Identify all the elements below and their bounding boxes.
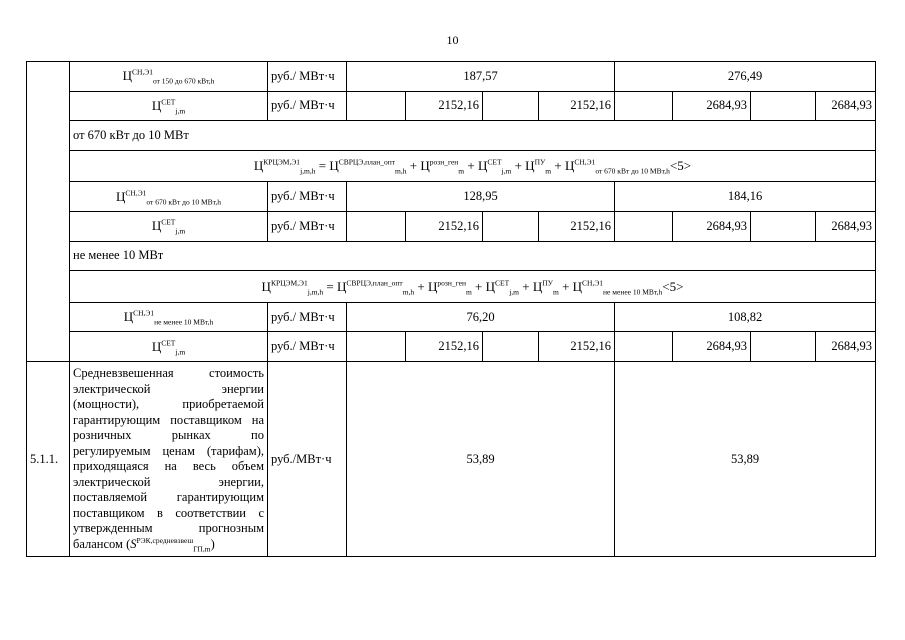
symbol-cell: $Ц^{СЕТ}_{j,m}$ [70, 212, 268, 242]
value-cell: 2684,93 [816, 212, 876, 242]
empty-cell [347, 212, 406, 242]
value-cell: 108,82 [615, 302, 876, 332]
empty-cell [347, 332, 406, 362]
value-cell: 2684,93 [673, 332, 751, 362]
symbol-cell: $Ц^{СЕТ}_{j,m}$ [70, 91, 268, 121]
value-cell: 53,89 [615, 362, 876, 557]
formula-cell: $Ц^{КРЦЭМ,Э1}_{j,m,h} = Ц^{СВРЦЭ,план\_опт}_{m,h} + Ц^{розн\_ген}_m + Ц^{СЕТ}_{j,m} + Ц^{ПУ}_m + Ц^{СН,Э1}_{не менее 10 МВт,h}<5>$ [70, 271, 876, 303]
tariff-table [26, 61, 876, 557]
unit-cell: руб./ МВт·ч [268, 91, 347, 121]
table-row [27, 332, 876, 362]
empty-cell [751, 212, 816, 242]
empty-cell [483, 91, 539, 121]
table-row [27, 302, 876, 332]
empty-cell [615, 212, 673, 242]
unit-cell: руб./ МВт·ч [268, 212, 347, 242]
table-row [27, 241, 876, 271]
symbol-cell: $Ц^{СН,Э1}_{не менее 10 МВт,h}$ [70, 302, 268, 332]
value-cell: 128,95 [347, 182, 615, 212]
item-number: 5.1.1. [27, 362, 70, 557]
value-cell: 2152,16 [539, 91, 615, 121]
unit-cell: руб./ МВт·ч [268, 62, 347, 92]
value-cell: 2152,16 [406, 212, 483, 242]
value-cell: 2152,16 [406, 332, 483, 362]
value-cell: 53,89 [347, 362, 615, 557]
table-row [27, 121, 876, 151]
formula-cell: $Ц^{КРЦЭМ,Э1}_{j,m,h} = Ц^{СВРЦЭ,план\_опт}_{m,h} + Ц^{розн\_ген}_m + Ц^{СЕТ}_{j,m} + Ц^{ПУ}_m + Ц^{СН,Э1}_{от 670 кВт до 10 МВт,h}<5>$ [70, 150, 876, 182]
value-cell: 2684,93 [673, 91, 751, 121]
empty-cell [483, 332, 539, 362]
empty-cell [615, 91, 673, 121]
value-cell: 2684,93 [673, 212, 751, 242]
section-label: от 670 кВт до 10 МВт [70, 121, 876, 151]
unit-cell: руб./ МВт·ч [268, 332, 347, 362]
value-cell: 76,20 [347, 302, 615, 332]
value-cell: 184,16 [615, 182, 876, 212]
symbol-cell: $Ц^{СН,Э1}_{от 670 кВт до 10 МВт,h}$ [70, 182, 268, 212]
unit-cell: руб./МВт·ч [268, 362, 347, 557]
symbol-cell: $Ц^{СН,Э1}_{от 150 до 670 кВт,h}$ [70, 62, 268, 92]
empty-cell [347, 91, 406, 121]
value-cell: 187,57 [347, 62, 615, 92]
unit-cell: руб./ МВт·ч [268, 182, 347, 212]
item-description: Средневзвешенная стоимость электрической энергии (мощности), приобретаемой гарантирующим поставщиком на розничных рынках по регулируемым ценам (тарифам), приходящаяся на весь объем электрической энергии, поставляемой гарантирующим поставщиком в соответствии с утвержденным прогнозным балансом $(S^{РЭК,средневзвеш}_{ГП,m})$ [70, 362, 268, 557]
value-cell: 2684,93 [816, 91, 876, 121]
page-number: 10 [446, 33, 459, 47]
value-cell: 2684,93 [816, 332, 876, 362]
table-row [27, 62, 876, 92]
symbol-cell: $Ц^{СЕТ}_{j,m}$ [70, 332, 268, 362]
footnote-ref: <5> [669, 158, 692, 174]
table-row [27, 362, 876, 557]
empty-cell [615, 332, 673, 362]
empty-cell [483, 212, 539, 242]
number-cell-empty [27, 62, 70, 362]
value-cell: 2152,16 [539, 212, 615, 242]
section-label: не менее 10 МВт [70, 241, 876, 271]
unit-cell: руб./ МВт·ч [268, 302, 347, 332]
table-row [27, 150, 876, 182]
value-cell: 276,49 [615, 62, 876, 92]
empty-cell [751, 91, 816, 121]
table-row [27, 91, 876, 121]
empty-cell [751, 332, 816, 362]
value-cell: 2152,16 [406, 91, 483, 121]
value-cell: 2152,16 [539, 332, 615, 362]
table-row [27, 182, 876, 212]
table-row [27, 271, 876, 303]
table-row [27, 212, 876, 242]
footnote-ref: <5> [662, 278, 684, 294]
